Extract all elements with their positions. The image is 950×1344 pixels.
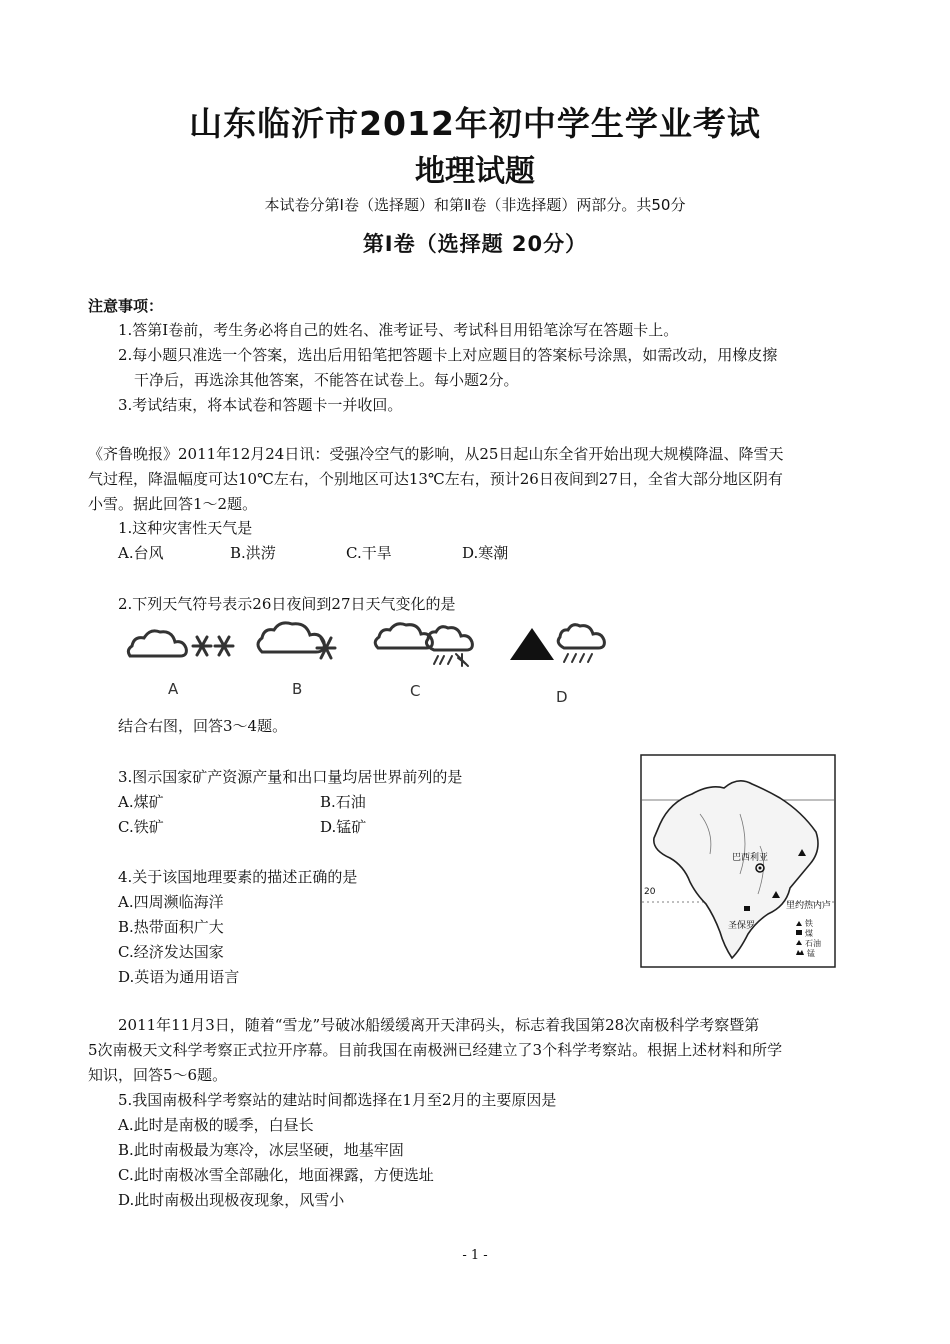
legend-manganese: 锰 (807, 949, 815, 958)
weather-symbols (120, 618, 660, 710)
city-rio: 里约热内卢 (786, 901, 832, 911)
snowflake-icon (193, 637, 211, 655)
lat-label: 20 (644, 887, 656, 897)
q5-option-a: A.此时是南极的暖季，白昼长 (118, 1116, 314, 1134)
q3-stem: 3.图示国家矿产资源产量和出口量均居世界前列的是 (118, 768, 463, 786)
q4-option-d: D.英语为通用语言 (118, 968, 240, 986)
sleet-marks (434, 654, 468, 666)
note-item-1: 1.答第Ⅰ卷前，考生务必将自己的姓名、准考证号、考试科目用铅笔涂写在答题卡上。 (118, 321, 679, 339)
symbol-label-a: A (168, 680, 179, 698)
q4-stem: 4.关于该国地理要素的描述正确的是 (118, 868, 358, 886)
passage1-line1: 《齐鲁晚报》2011年12月24日讯：受强冷空气的影响，从25日起山东全省开始出现大规模降温、降雪天 (88, 445, 784, 463)
snowflake-icon (215, 637, 233, 655)
note-item-2: 2.每小题只准选一个答案，选出后用铅笔把答题卡上对应题目的答案标号涂黑，如需改动，用橡皮擦 (118, 346, 778, 364)
rain-cloud-icon (558, 625, 604, 648)
coal-marker (744, 906, 750, 911)
q3-option-a: A.煤矿 (118, 793, 164, 811)
passage2-line2: 5次南极天文科学考察正式拉开序幕。目前我国在南极洲已经建立了3个科学考察站。根据上述材料和所学 (88, 1041, 783, 1059)
snowflake-icon (317, 638, 335, 658)
passage1-line3: 小雪。据此回答1～2题。 (88, 495, 258, 513)
cloud-icon (375, 624, 432, 648)
passage2-line1: 2011年11月3日，随着“雪龙”号破冰船缓缓离开天津码头，标志着我国第28次南极科学考察暨第 (118, 1016, 760, 1034)
q4-option-c: C.经济发达国家 (118, 943, 224, 961)
q5-option-c: C.此时南极冰雪全部融化，地面裸露，方便选址 (118, 1166, 434, 1184)
legend-oil: 石油 (805, 939, 821, 948)
symbol-label-c: C (410, 682, 421, 700)
rain-marks (564, 654, 592, 662)
exam-intro: 本试卷分第Ⅰ卷（选择题）和第Ⅱ卷（非选择题）两部分。共50分 (264, 196, 686, 214)
q4-option-b: B.热带面积广大 (118, 918, 224, 936)
notes-heading: 注意事项： (88, 297, 164, 315)
cloud-icon (258, 623, 324, 652)
symbol-label-b: B (292, 680, 303, 698)
q1-option-c: C.干旱 (346, 544, 392, 562)
q3-option-d: D.锰矿 (320, 818, 367, 836)
cloud-icon (128, 631, 186, 656)
symbol-label-d: D (556, 688, 568, 706)
triangle-icon (510, 628, 554, 660)
legend-iron: 铁 (805, 919, 813, 928)
q1-option-d: D.寒潮 (462, 544, 509, 562)
city-sao-paulo: 圣保罗 (728, 921, 756, 931)
q4-option-a: A.四周濒临海洋 (118, 893, 224, 911)
q5-option-d: D.此时南极出现极夜现象，风雪小 (118, 1191, 345, 1209)
q3-option-b: B.石油 (320, 793, 366, 811)
page-number: - 1 - (462, 1248, 488, 1263)
note-item-3: 3.考试结束，将本试卷和答题卡一并收回。 (118, 396, 403, 414)
q5-stem: 5.我国南极科学考察站的建站时间都选择在1月至2月的主要原因是 (118, 1091, 557, 1109)
q5-option-b: B.此时南极最为寒冷，冰层坚硬，地基牢固 (118, 1141, 404, 1159)
exam-subtitle: 地理试题 (415, 154, 535, 189)
q1-option-a: A.台风 (118, 544, 164, 562)
passage2-line3: 知识，回答5～6题。 (88, 1066, 228, 1084)
sleet-cloud-icon (426, 627, 472, 650)
q1-option-b: B.洪涝 (230, 544, 276, 562)
exam-title: 山东临沂市2012年初中学生学业考试 (189, 104, 761, 143)
legend-coal: 煤 (805, 929, 813, 938)
city-brasilia: 巴西利亚 (732, 853, 769, 863)
note-item-2-cont: 干净后，再选涂其他答案，不能答在试卷上。每小题2分。 (134, 371, 519, 389)
q3-option-c: C.铁矿 (118, 818, 164, 836)
q2-stem: 2.下列天气符号表示26日夜间到27日天气变化的是 (118, 595, 456, 613)
q1-stem: 1.这种灾害性天气是 (118, 519, 253, 537)
section-title: 第Ⅰ卷（选择题 20分） (362, 232, 588, 256)
map-intro: 结合右图，回答3～4题。 (118, 717, 288, 735)
brazil-map (640, 754, 836, 968)
passage1-line2: 气过程，降温幅度可达10℃左右，个别地区可达13℃左右，预计26日夜间到27日，全省大部分地区阴有 (88, 470, 783, 488)
